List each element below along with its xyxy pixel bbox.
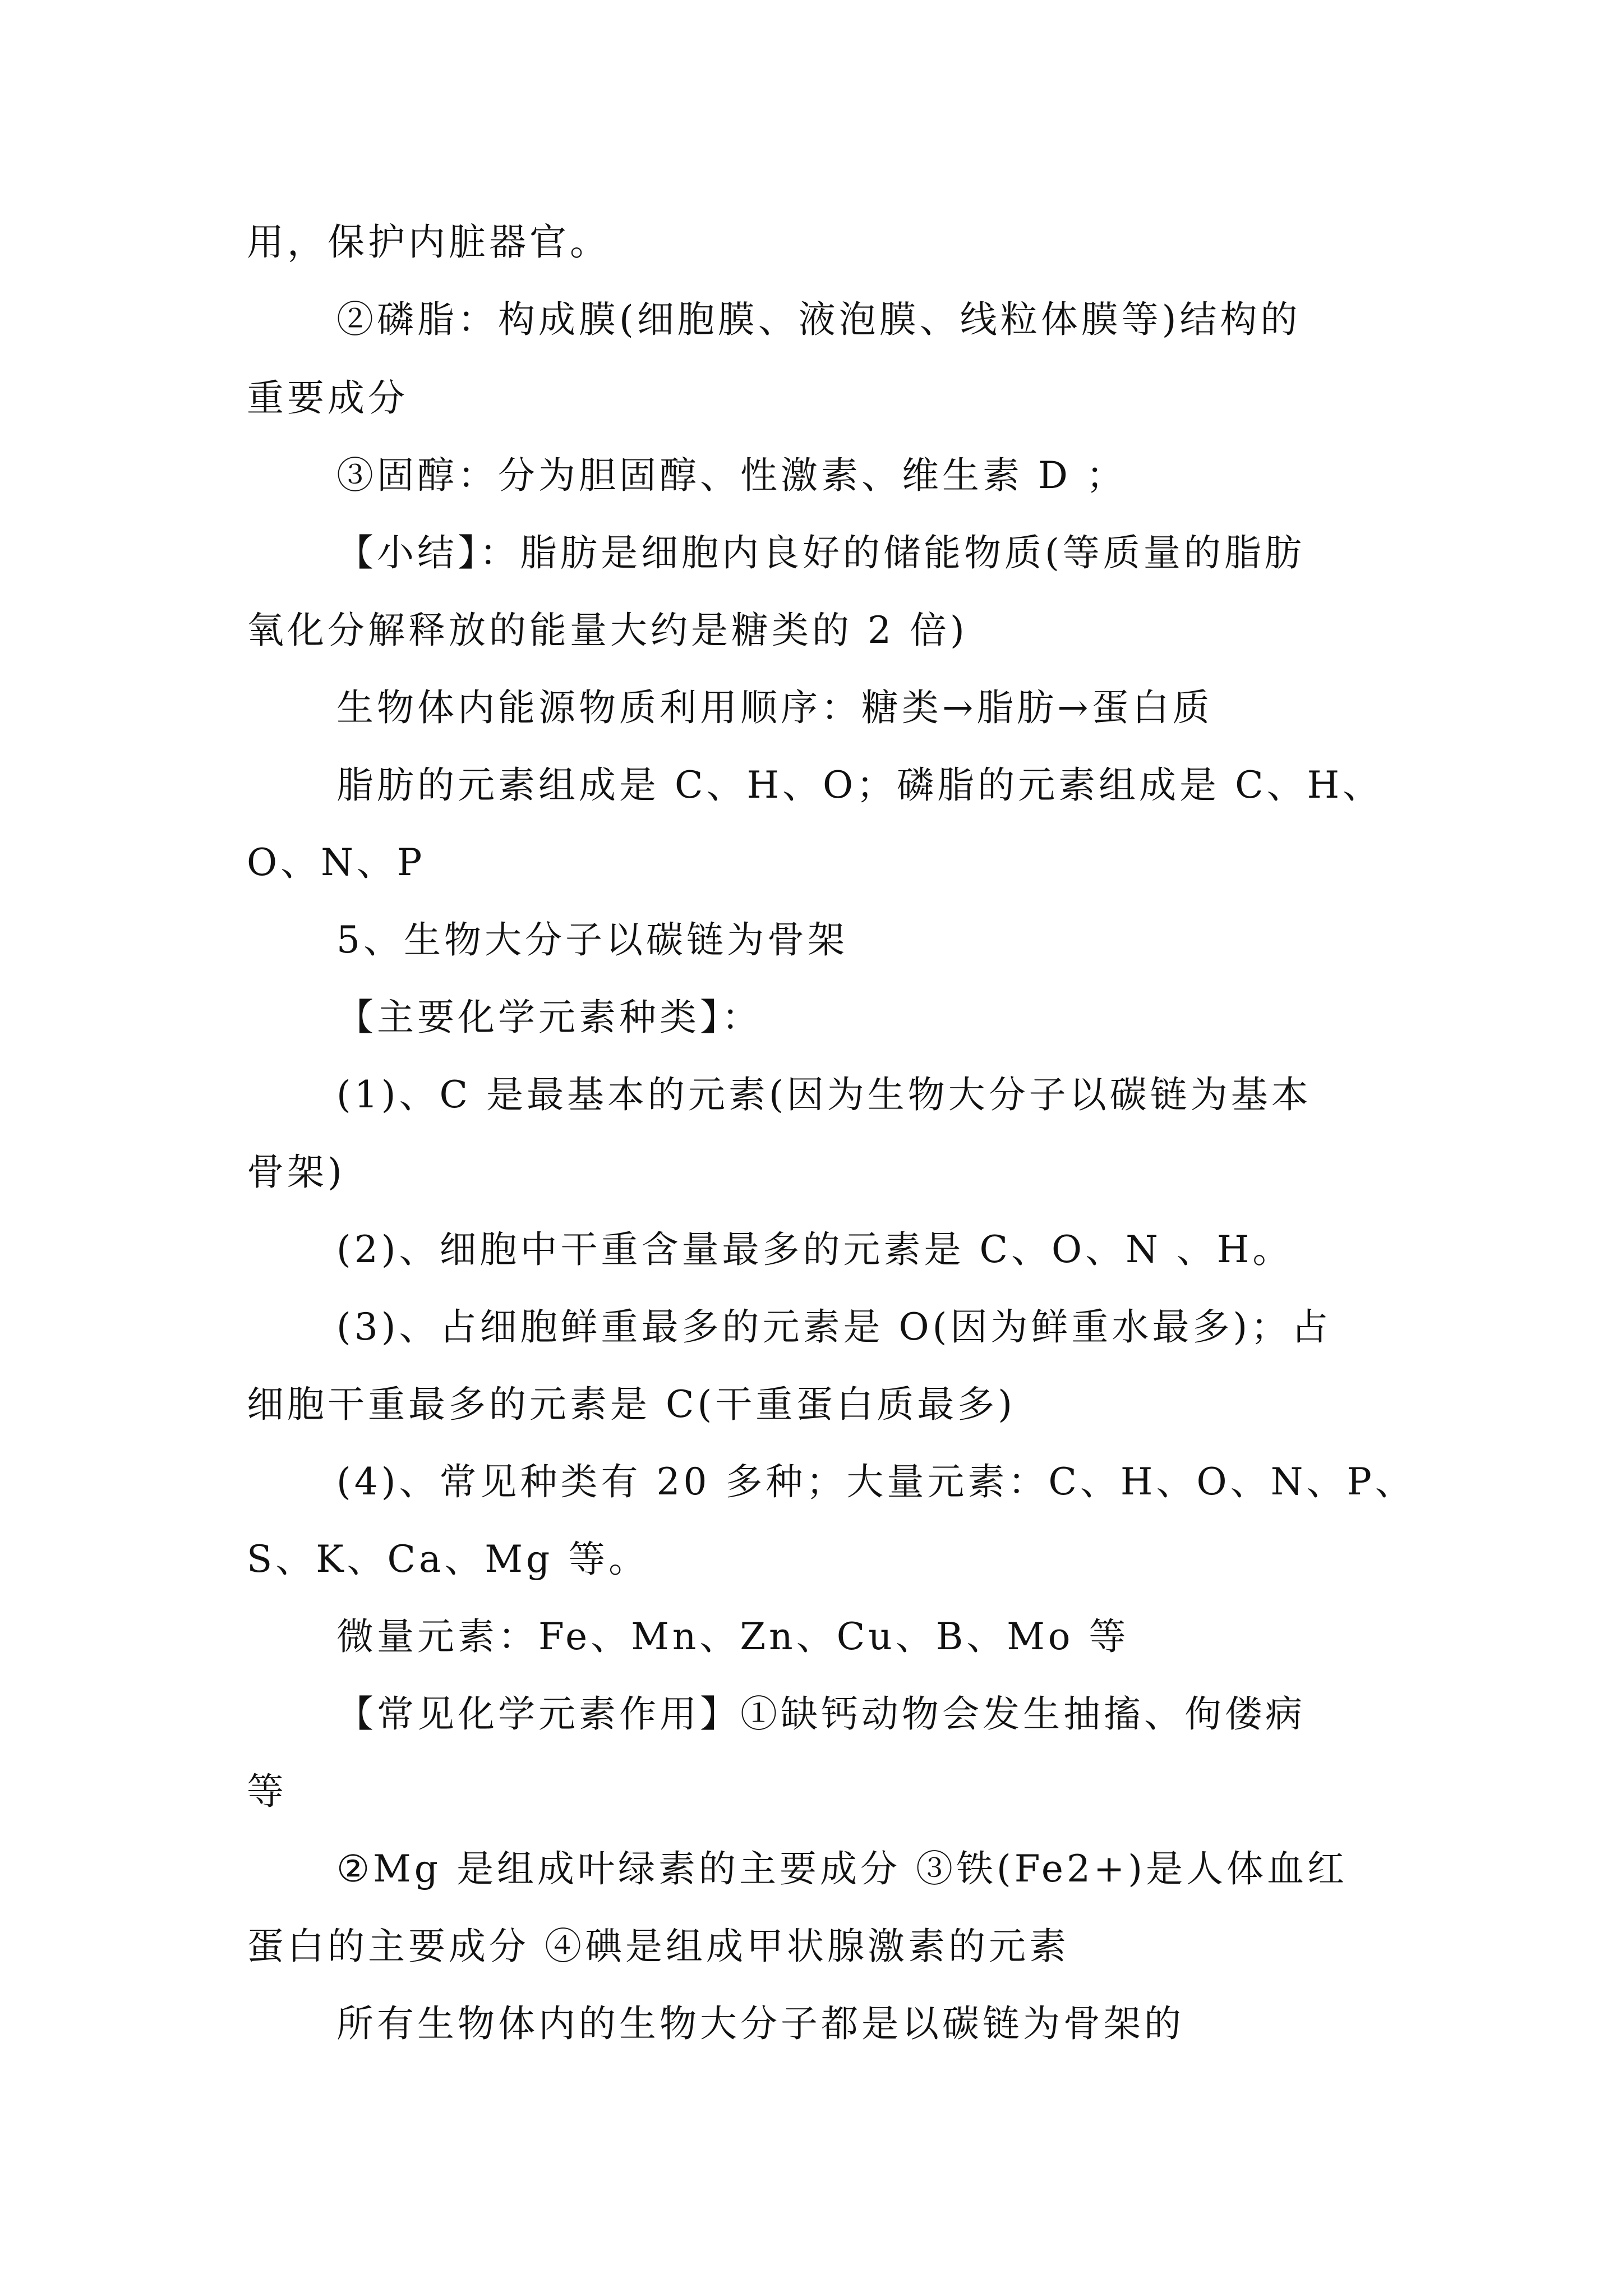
text-line: O、N、P xyxy=(247,841,426,884)
text-line: 【小结】：脂肪是细胞内良好的储能物质(等质量的脂肪 xyxy=(336,531,1305,574)
text-line: 氧化分解释放的能量大约是糖类的 2 倍) xyxy=(247,609,968,652)
text-line: 所有生物体内的生物大分子都是以碳链为骨架的 xyxy=(336,2002,1184,2045)
text-line: 细胞干重最多的元素是 C(干重蛋白质最多) xyxy=(247,1383,1016,1426)
text-line: 微量元素：Fe、Mn、Zn、Cu、B、Mo 等 xyxy=(336,1615,1129,1658)
text-line: (1)、C 是最基本的元素(因为生物大分子以碳链为基本 xyxy=(336,1073,1312,1116)
text-line: 【常见化学元素作用】①缺钙动物会发生抽搐、佝偻病 xyxy=(336,1692,1306,1736)
text-line: S、K、Ca、Mg 等。 xyxy=(247,1538,649,1581)
section-heading: 【主要化学元素种类】： xyxy=(336,996,762,1039)
text-line: 5、生物大分子以碳链为骨架 xyxy=(336,918,848,961)
text-line: 蛋白的主要成分 ④碘是组成甲状腺激素的元素 xyxy=(247,1925,1069,1968)
text-line: ②Mg 是组成叶绿素的主要成分 ③铁(Fe2+)是人体血红 xyxy=(336,1847,1348,1890)
text-line: 等 xyxy=(247,1770,287,1813)
text-line: 骨架) xyxy=(247,1151,345,1194)
text-line: 用，保护内脏器官。 xyxy=(247,220,610,264)
text-line: (2)、细胞中干重含量最多的元素是 C、O、N 、H。 xyxy=(336,1228,1293,1271)
text-line: 脂肪的元素组成是 C、H、O；磷脂的元素组成是 C、H、 xyxy=(336,763,1384,807)
text-line: (4)、常见种类有 20 多种；大量元素：C、H、O、N、P、 xyxy=(336,1460,1415,1503)
text-line: 重要成分 xyxy=(247,376,408,420)
text-line: (3)、占细胞鲜重最多的元素是 O(因为鲜重水最多)；占 xyxy=(336,1305,1332,1349)
text-line: ②磷脂：构成膜(细胞膜、液泡膜、线粒体膜等)结构的 xyxy=(336,298,1301,341)
text-line: 生物体内能源物质利用顺序：糖类→脂肪→蛋白质 xyxy=(336,686,1213,729)
text-line: ③固醇：分为胆固醇、性激素、维生素 D ； xyxy=(336,454,1127,497)
